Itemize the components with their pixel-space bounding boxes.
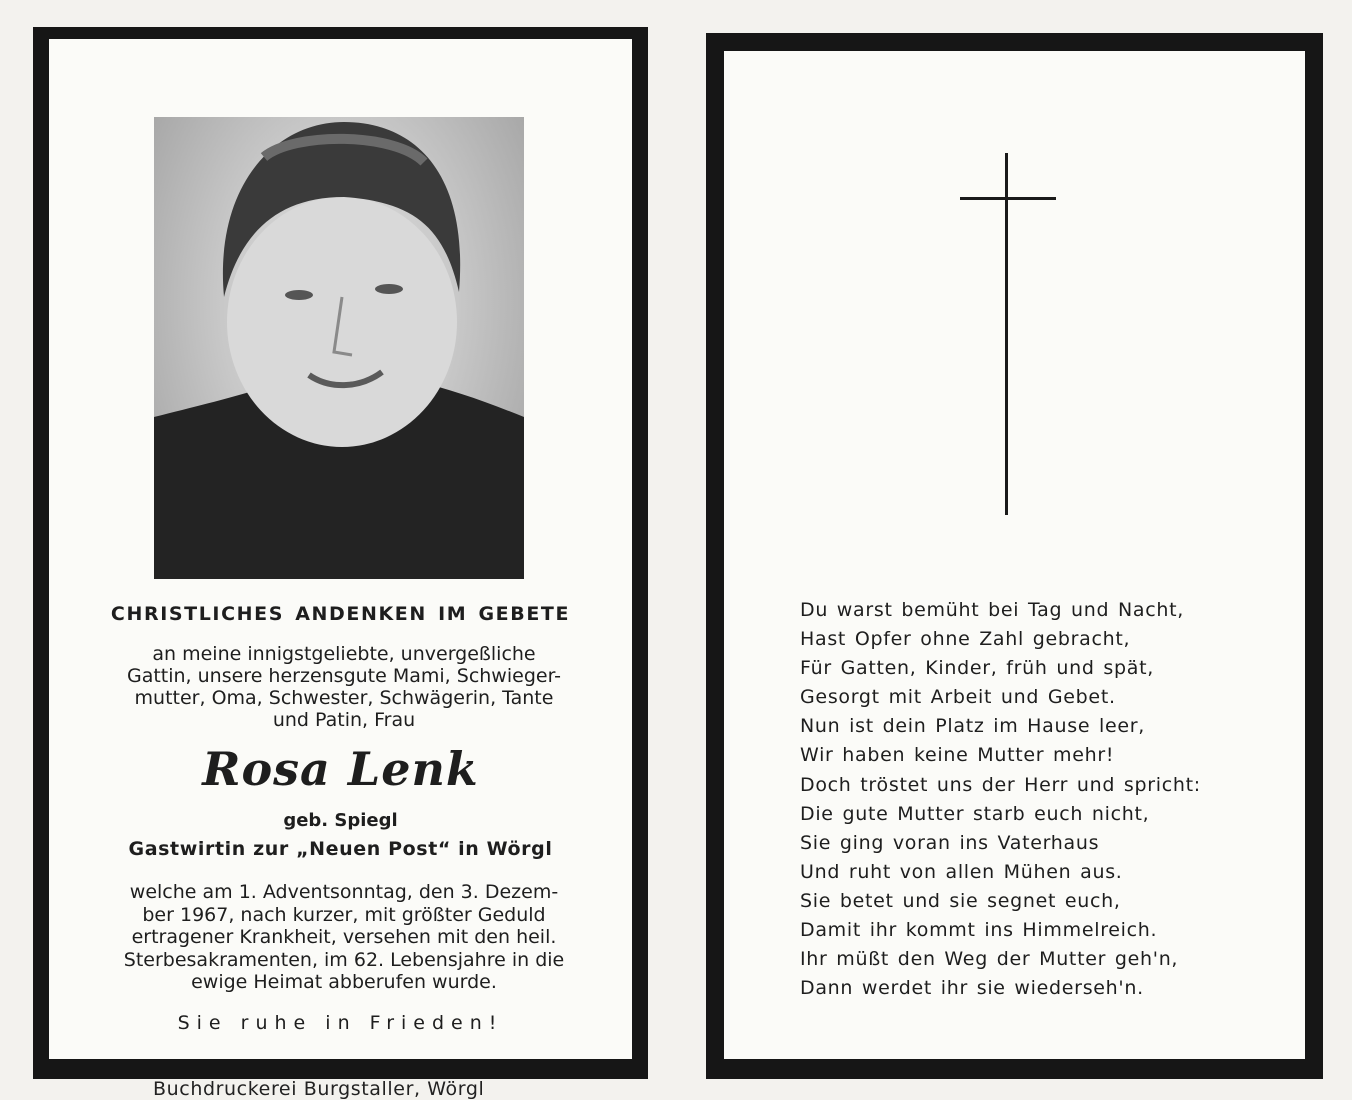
poem-line: Die gute Mutter starb euch nicht, [800,802,1150,825]
poem-line: Doch tröstet uns der Herr und spricht: [800,773,1201,796]
dedication-line: an meine innigstgeliebte, unvergeßliche [152,643,536,665]
dedication-line: Gattin, unsere herzensgute Mami, Schwieger- [126,665,562,687]
poem-line: Damit ihr kommt ins Himmelreich. [800,919,1158,942]
details-line: ewige Heimat abberufen wurde. [191,971,497,993]
poem-line: Sie betet und sie segnet euch, [800,889,1121,912]
dedication-line: und Patin, Frau [272,709,416,731]
memorial-poem [800,596,1201,1003]
poem-line: Dann werdet ihr sie wiederseh'n. [800,977,1144,1000]
portrait-photo [154,117,524,579]
poem-line: Wir haben keine Mutter mehr! [800,744,1115,767]
memorial-card-front [33,27,648,1079]
details-line: ertragener Krankheit, versehen mit den heil. [131,926,557,948]
closing-blessing: Sie ruhe in Frieden! [177,1012,504,1034]
printer-credit: Buchdruckerei Burgstaller, Wörgl [153,1078,485,1100]
portrait-illustration [154,117,524,579]
poem-line: Und ruht von allen Mühen aus. [800,860,1123,883]
poem-line: Hast Opfer ohne Zahl gebracht, [800,628,1131,651]
poem-line: Ihr müßt den Weg der Mutter geh'n, [800,948,1179,971]
cross-vertical-bar [1005,153,1008,515]
poem-line: Nun ist dein Platz im Hause leer, [800,715,1145,738]
poem-line: Gesorgt mit Arbeit und Gebet. [800,686,1116,709]
details-line: welche am 1. Adventsonntag, den 3. Dezem- [129,881,559,903]
dedication-line: mutter, Oma, Schwester, Schwägerin, Tante [134,687,554,709]
deceased-name: Rosa Lenk [202,742,479,796]
details-line: ber 1967, nach kurzer, mit größter Geduld [142,903,546,926]
poem-line: Du warst bemüht bei Tag und Nacht, [800,599,1185,621]
poem-line: Für Gatten, Kinder, früh und spät, [800,657,1154,680]
death-details [89,881,599,994]
card-heading: CHRISTLICHES ANDENKEN IM GEBETE [110,603,571,625]
poem-line: Sie ging voran ins Vaterhaus [800,831,1100,854]
cross-horizontal-bar [960,197,1056,200]
maiden-name: geb. Spiegl [283,810,398,831]
dedication-text [89,643,599,731]
memorial-card-back [706,33,1323,1079]
occupation: Gastwirtin zur „Neuen Post“ in Wörgl [128,838,553,860]
details-line: Sterbesakramenten, im 62. Lebensjahre in die [123,948,565,971]
